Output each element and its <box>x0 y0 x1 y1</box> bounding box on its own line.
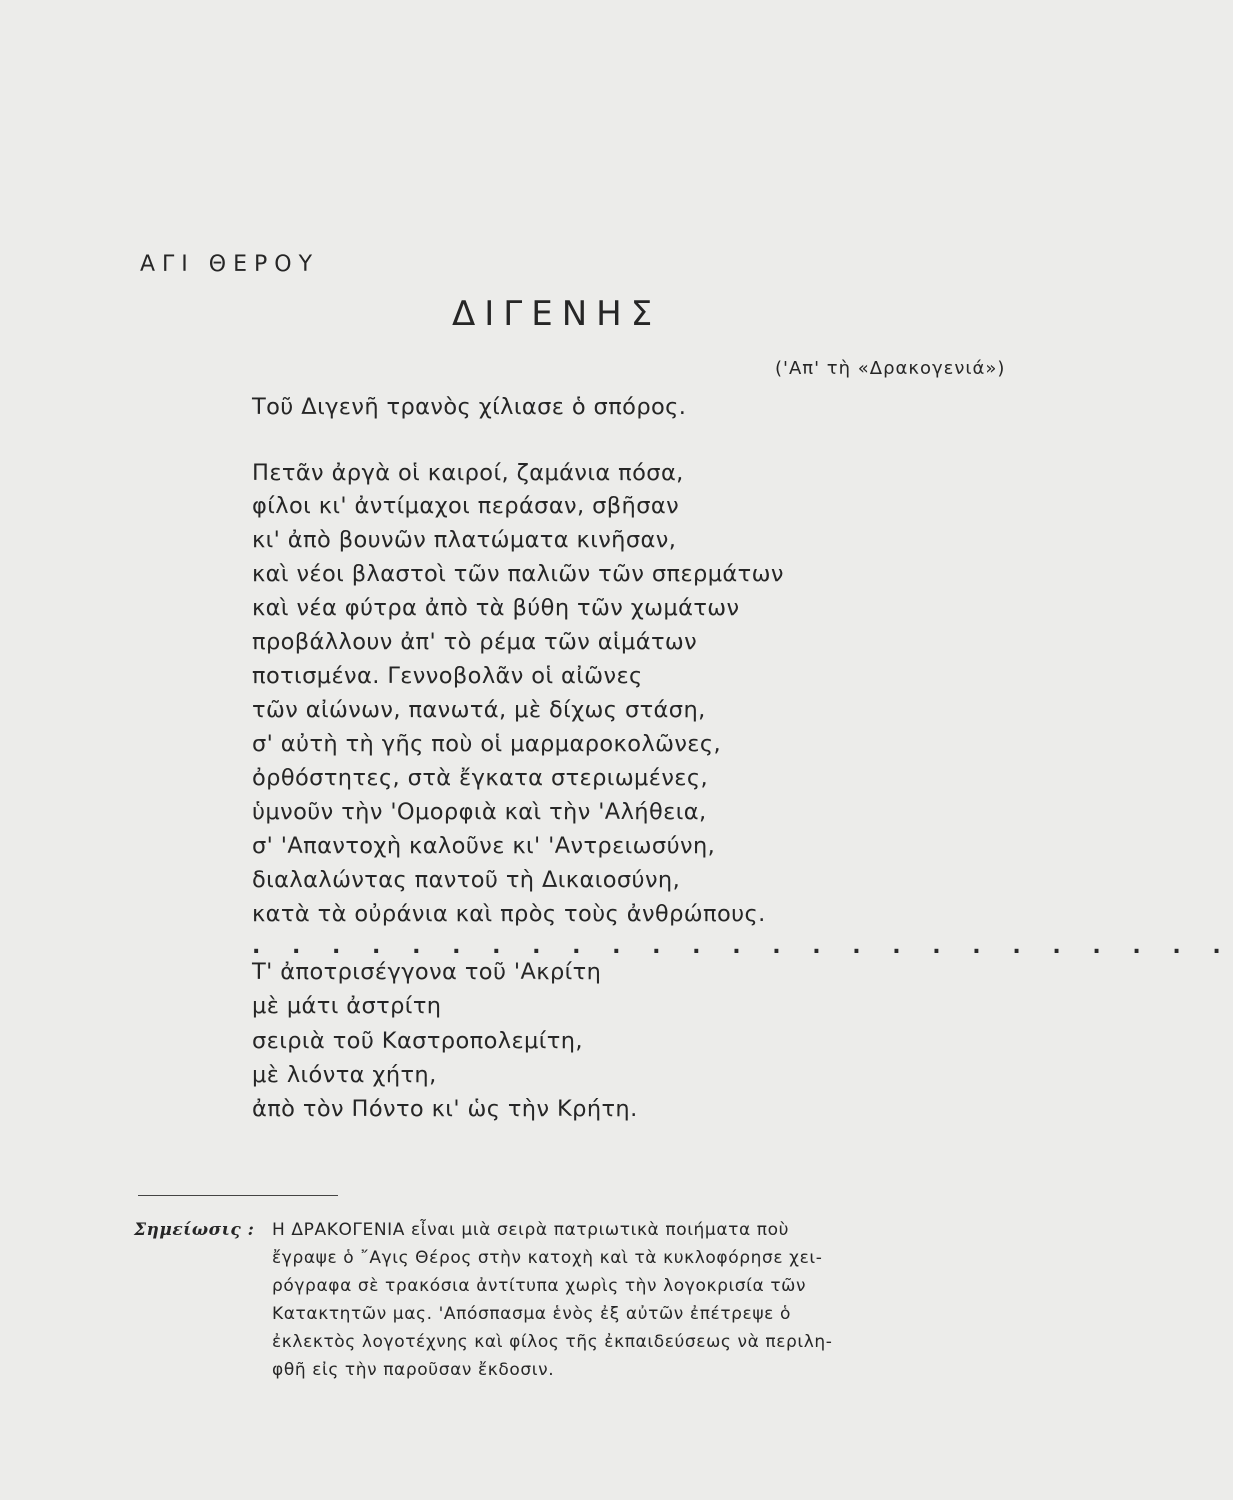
footnote-line: ἔγραψε ὁ ῎Αγις Θέρος στὴν κατοχὴ καὶ τὰ κυκλοφόρησε χει- <box>272 1248 823 1268</box>
opening-line: Τοῦ Διγενῆ τρανὸς χίλιασε ὁ σπόρος. <box>252 394 687 420</box>
verse-line: διαλαλώντας παντοῦ τὴ Δικαιοσύνη, <box>252 867 681 893</box>
footnote-line: ἐκλεκτὸς λογοτέχνης καὶ φίλος τῆς ἐκπαιδεύσεως νὰ περιλη- <box>272 1332 833 1352</box>
verse-line: κι' ἀπὸ βουνῶν πλατώματα κινῆσαν, <box>252 527 677 553</box>
verse-line: μὲ μάτι ἀστρίτη <box>252 993 442 1019</box>
verse-line: Πετᾶν ἀργὰ οἱ καιροί, ζαμάνια πόσα, <box>252 460 684 486</box>
verse-line: προβάλλουν ἀπ' τὸ ρέμα τῶν αἱμάτων <box>252 629 698 655</box>
verse-line: ἀπὸ τὸν Πόντο κι' ὡς τὴν Κρήτη. <box>252 1096 638 1122</box>
verse-line: καὶ νέοι βλαστοὶ τῶν παλιῶν τῶν σπερμάτων <box>252 561 784 587</box>
footnote-line: ρόγραφα σὲ τρακόσια ἀντίτυπα χωρὶς τὴν λογοκρισία τῶν <box>272 1276 807 1296</box>
verse-line: ὀρθόστητες, στὰ ἔγκατα στεριωμένες, <box>252 765 709 791</box>
poem-title: ΔΙΓΕΝΗΣ <box>452 294 662 334</box>
verse-line: σ' 'Απαντοχὴ καλοῦνε κι' 'Αντρειωσύνη, <box>252 833 716 859</box>
footnote-line: Η ΔΡΑΚΟΓΕΝΙΑ εἶναι μιὰ σειρὰ πατριωτικὰ ποιήματα ποὺ <box>272 1220 790 1240</box>
footnote-line: Κατακτητῶν μας. 'Απόσπασμα ἑνὸς ἐξ αὐτῶν ἐπέτρεψε ὁ <box>272 1304 791 1324</box>
author-name: ΑΓΙ ΘΕΡΟΥ <box>140 252 320 277</box>
verse-line: ὑμνοῦν τὴν 'Ομορφιὰ καὶ τὴν 'Αλήθεια, <box>252 799 707 825</box>
dotted-separator: . . . . . . . . . . . . . . . . . . . . . . . . . <box>252 934 1233 959</box>
footnote-line: φθῆ εἰς τὴν παροῦσαν ἔκδοσιν. <box>272 1360 555 1380</box>
verse-line: σειριὰ τοῦ Καστροπολεμίτη, <box>252 1028 583 1054</box>
verse-line: κατὰ τὰ οὐράνια καὶ πρὸς τοὺς ἀνθρώπους. <box>252 901 766 927</box>
footnote-label: Σημείωσις : <box>134 1220 255 1240</box>
footnote-divider <box>138 1195 338 1196</box>
verse-line: μὲ λιόντα χήτη, <box>252 1062 437 1088</box>
verse-line: καὶ νέα φύτρα ἀπὸ τὰ βύθη τῶν χωμάτων <box>252 595 740 621</box>
verse-line: σ' αὐτὴ τὴ γῆς ποὺ οἱ μαρμαροκολῶνες, <box>252 731 722 757</box>
poem-source: ('Απ' τὴ «Δρακογενιά») <box>775 358 1006 379</box>
verse-line: φίλοι κι' ἀντίμαχοι περάσαν, σβῆσαν <box>252 493 680 519</box>
verse-line: τῶν αἰώνων, πανωτά, μὲ δίχως στάση, <box>252 697 706 723</box>
verse-line: Τ' ἀποτρισέγγονα τοῦ 'Ακρίτη <box>252 959 602 985</box>
verse-line: ποτισμένα. Γεννοβολᾶν οἱ αἰῶνες <box>252 663 643 689</box>
